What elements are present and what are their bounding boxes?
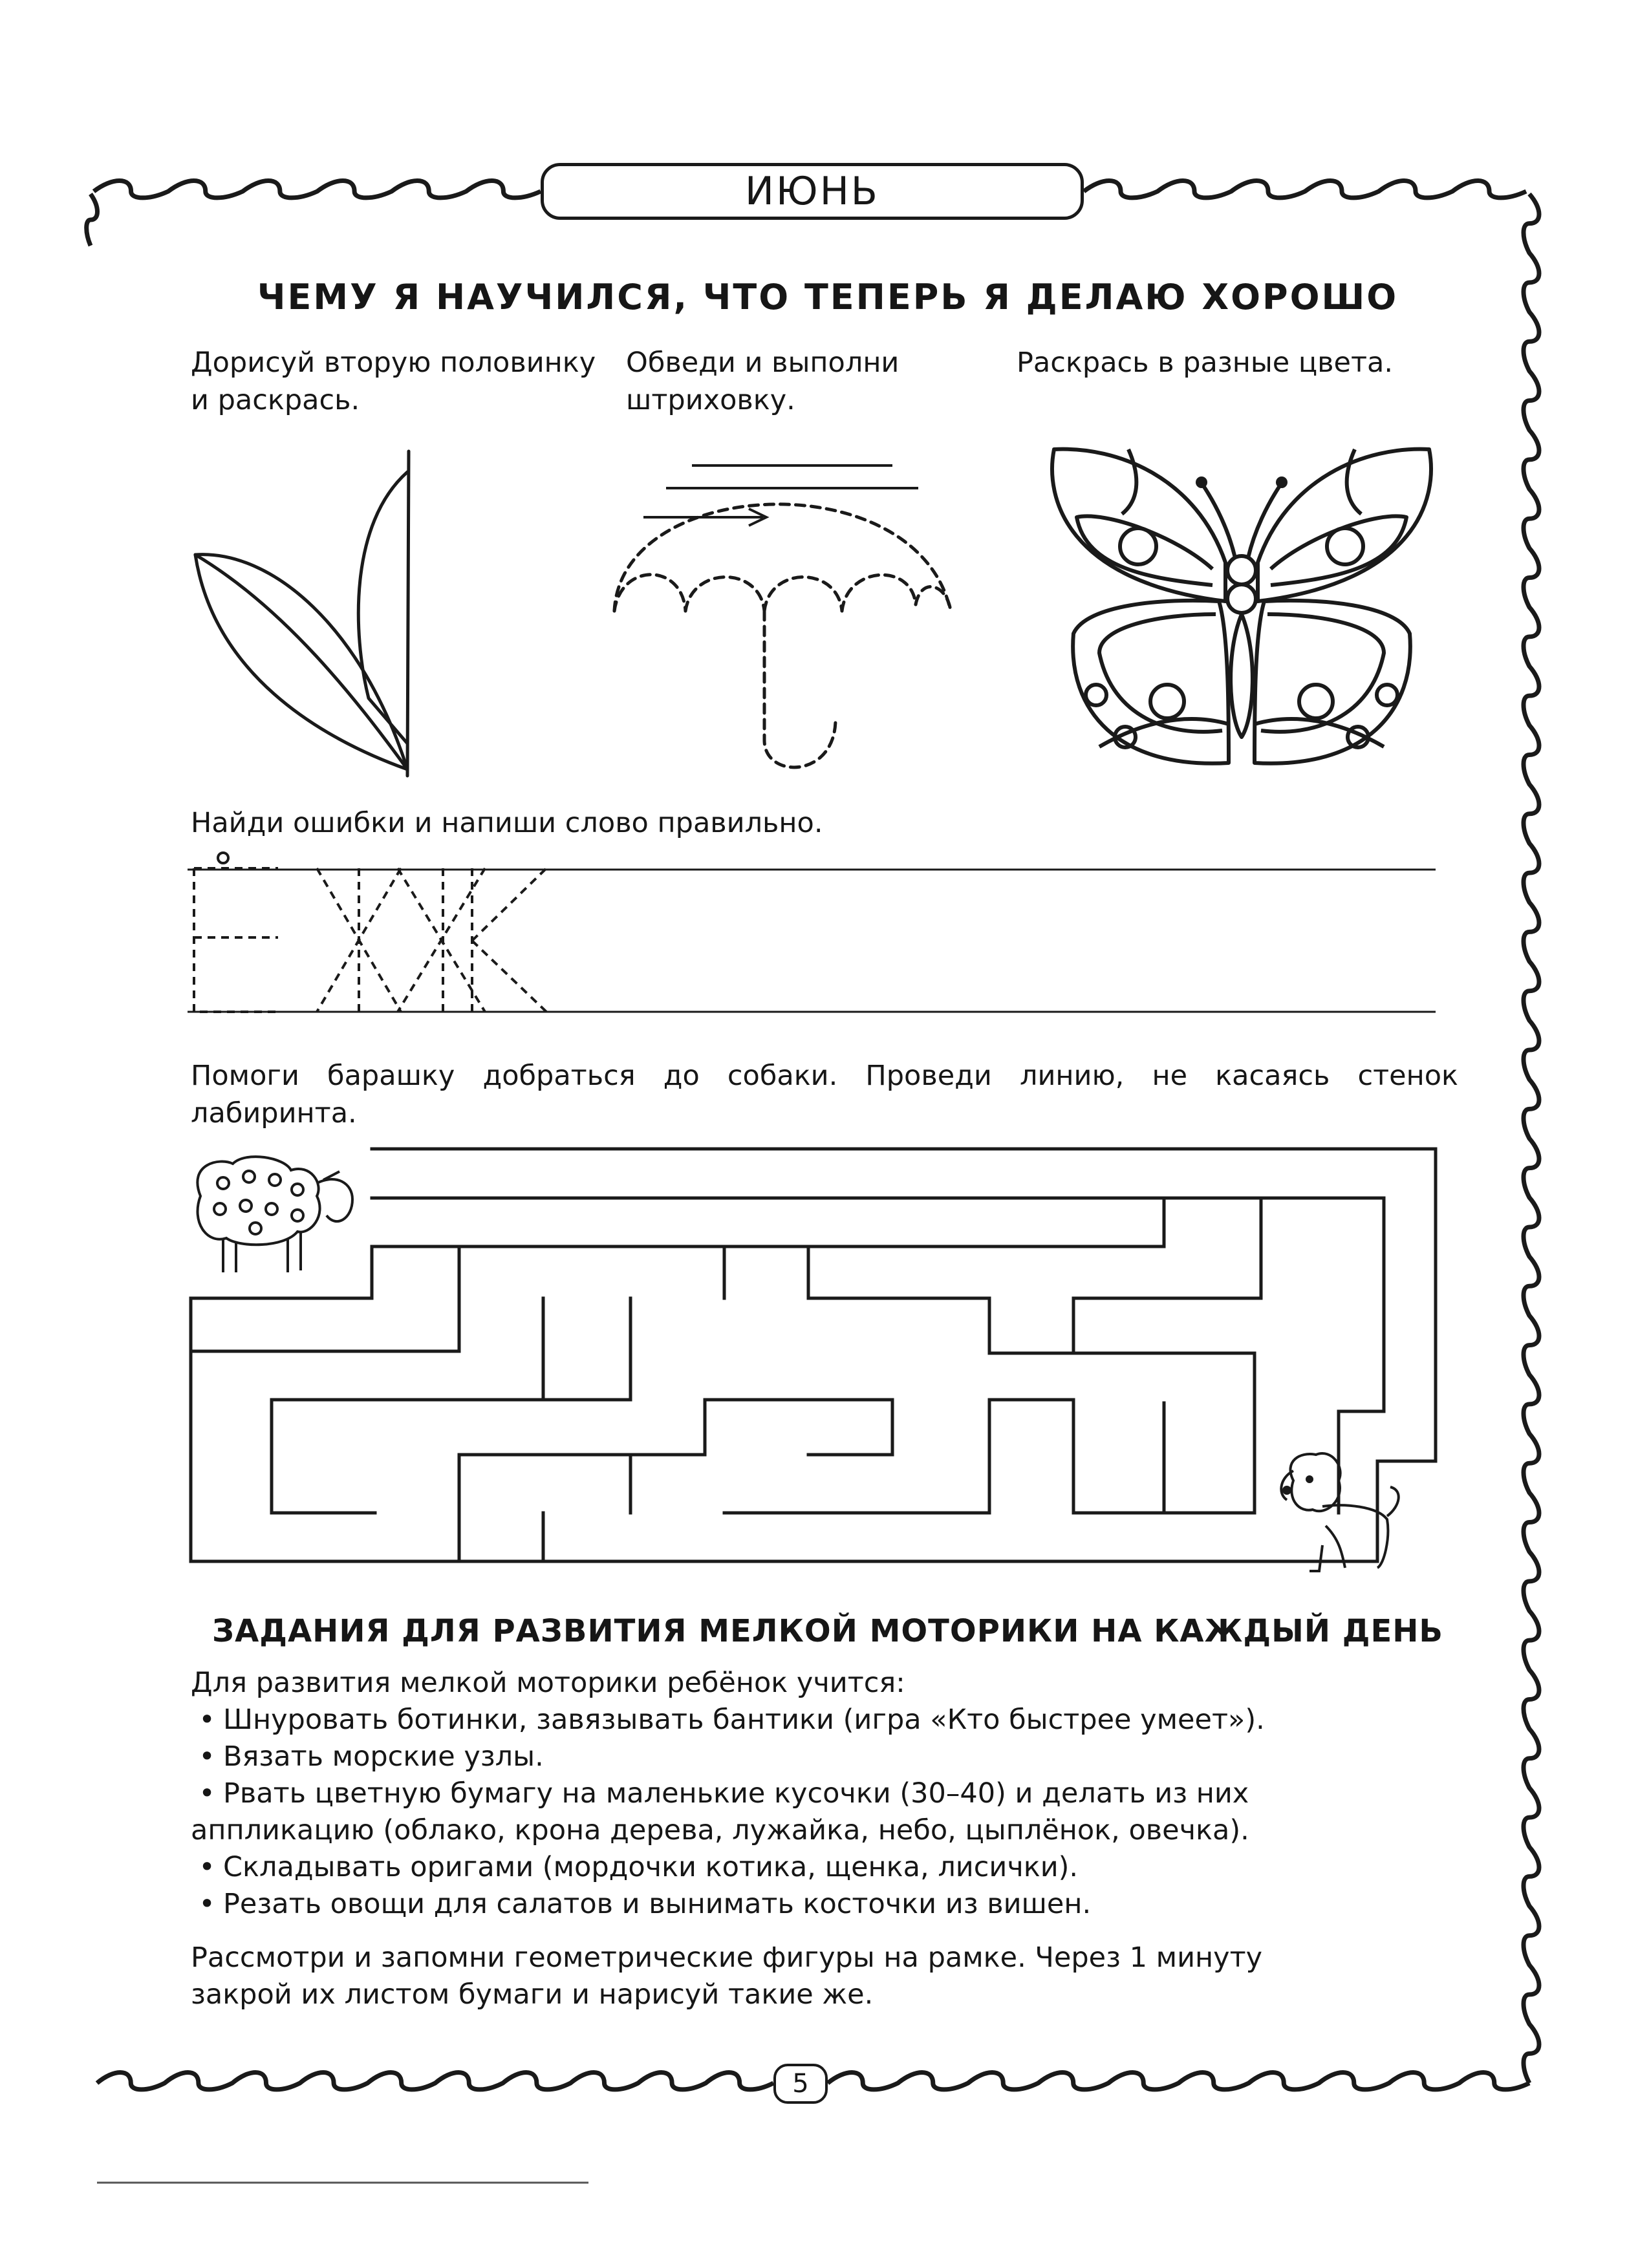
task-umbrella-caption: Обведи и выполни штриховку. <box>626 347 900 416</box>
page-number-value: 5 <box>792 2069 809 2099</box>
final-task-line-1: Рассмотри и запомни геометрические фигуры на рамке. Через 1 минуту <box>191 1942 1263 1974</box>
section-title: ЧЕМУ Я НАУЧИЛСЯ, ЧТО ТЕПЕРЬ Я ДЕЛАЮ ХОРОШО <box>257 277 1399 317</box>
maze-outer-left-bottom <box>191 1298 1377 1561</box>
final-task-line-2: закрой их листом бумаги и нарисуй такие же. <box>191 1978 874 2011</box>
maze-wall-m <box>724 1400 1164 1513</box>
dog-head <box>1290 1453 1340 1511</box>
list-item <box>191 1702 1458 1738</box>
dog-eye <box>1307 1477 1312 1482</box>
sheep-head <box>317 1179 352 1221</box>
dog-tail <box>1387 1487 1399 1516</box>
sheep-body <box>197 1157 319 1245</box>
list-item <box>191 1738 1458 1775</box>
sheep-curl-4 <box>292 1184 303 1195</box>
sheep-curl-7 <box>266 1203 277 1215</box>
sheep-curl-2 <box>243 1171 255 1182</box>
maze-wall-row2 <box>372 1198 1164 1298</box>
list-item <box>191 1849 1458 1886</box>
list-item-text: Рвать цветную бумагу на маленькие кусочки (30–40) и делать из них <box>223 1777 1249 1810</box>
motor-skills-list <box>191 1665 1458 1923</box>
sheep-curl-5 <box>214 1203 226 1215</box>
errors-task-caption: Найди ошибки и напиши слово правильно. <box>191 807 823 839</box>
maze-outer-top-right <box>372 1149 1436 1461</box>
list-item <box>191 1886 1458 1923</box>
list-item-text: Вязать морские узлы. <box>223 1740 544 1773</box>
list-item-text: Шнуровать ботинки, завязывать бантики (игра «Кто быстрее умеет»). <box>223 1704 1265 1736</box>
maze-wall-h <box>272 1400 375 1513</box>
dog-nose <box>1284 1487 1290 1493</box>
motor-skills-intro: Для развития мелкой моторики ребёнок учится: <box>191 1667 905 1699</box>
maze-wall-r <box>808 1400 892 1455</box>
sheep-curl-8 <box>292 1210 303 1221</box>
maze-inner-top <box>372 1198 1384 1411</box>
sheep-curl-1 <box>217 1177 229 1189</box>
maze-task-caption: Помоги барашку добраться до собаки. Проведи линию, не касаясь стенок лабиринта. <box>191 1060 1458 1129</box>
list-item-continuation: аппликацию (облако, крона дерева, лужайка, небо, цыплёнок, овечка). <box>191 1814 1249 1846</box>
task-butterfly-caption: Раскрась в разные цвета. <box>1017 347 1394 379</box>
list-item-text: Резать овощи для салатов и вынимать косточки из вишен. <box>223 1888 1092 1920</box>
sheep-curl-3 <box>269 1174 281 1186</box>
list-item-text: Складывать оригами (мордочки котика, щенка, лисички). <box>223 1851 1079 1883</box>
list-item <box>191 1775 1458 1812</box>
task-leaf-caption: Дорисуй вторую половинку и раскрась. <box>191 347 596 416</box>
maze-wall-e <box>808 1198 1261 1353</box>
month-title: ИЮНЬ <box>745 169 879 214</box>
sheep-curl-6 <box>240 1200 252 1212</box>
motor-skills-title: ЗАДАНИЯ ДЛЯ РАЗВИТИЯ МЕЛКОЙ МОТОРИКИ НА КАЖДЫЙ ДЕНЬ <box>212 1613 1443 1649</box>
final-task <box>191 1940 1458 2013</box>
maze-wall-j <box>459 1400 892 1455</box>
sheep-curl-9 <box>250 1223 261 1234</box>
page-number <box>773 2064 828 2104</box>
sheep-icon <box>197 1157 352 1272</box>
